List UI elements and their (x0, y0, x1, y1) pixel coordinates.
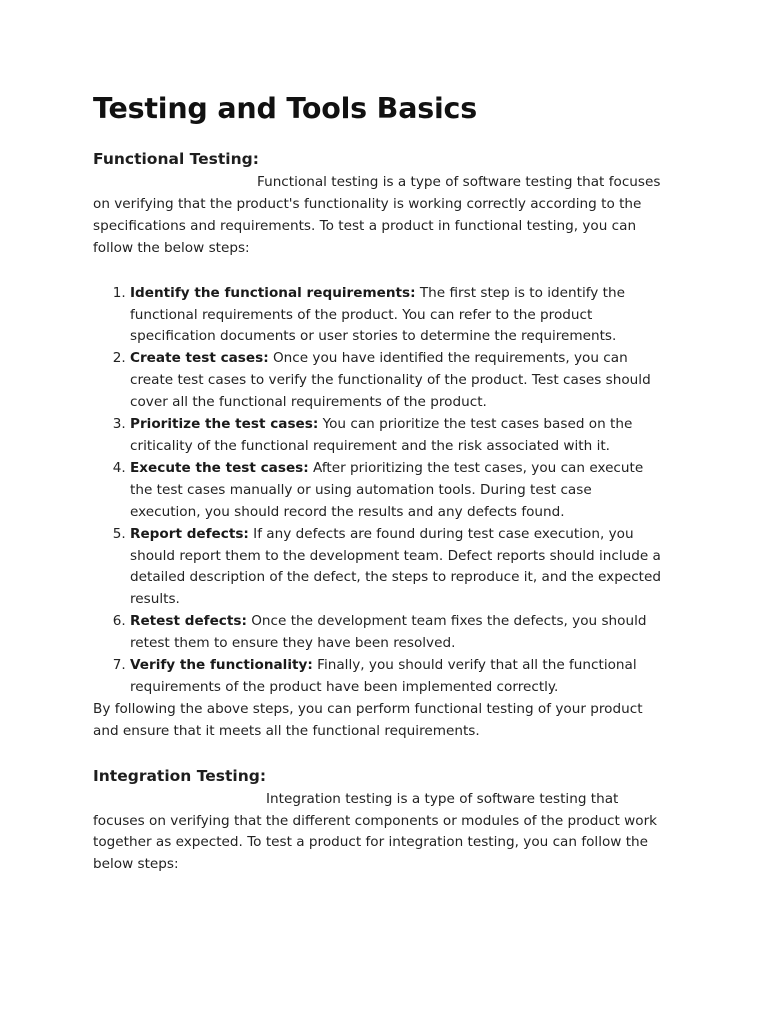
list-item (130, 655, 663, 699)
step-text: Finally, you should verify that all the functional requirements of the product have been implemented correctly. (130, 657, 637, 695)
integration-intro-text: Integration testing is a type of software testing that focuses on verifying that the different components or modules of the product work together as expected. To test a product for integration testing, you can follow the below steps: (93, 790, 658, 873)
list-item (130, 348, 663, 414)
step-label: Create test cases: (130, 350, 269, 367)
list-item (130, 283, 663, 349)
step-text: Once the development team fixes the defects, you should retest them to ensure they have been resolved. (130, 613, 647, 652)
step-label: Verify the functionality: (130, 657, 313, 674)
list-item (130, 414, 663, 458)
page-title: Testing and Tools Basics (93, 92, 478, 125)
functional-testing-heading: Functional Testing: (93, 150, 259, 168)
list-item (130, 611, 663, 655)
integration-testing-intro (93, 789, 663, 877)
functional-testing-intro (93, 172, 663, 260)
step-text: After prioritizing the test cases, you can execute the test cases manually or using automation tools. During test case execution, you should record the results and any defects found. (130, 459, 644, 520)
step-text: If any defects are found during test case execution, you should report them to the development team. Defect reports should include a detailed description of the defect, the steps to reproduce it, and the expected results. (130, 525, 661, 608)
step-label: Identify the functional requirements: (130, 284, 416, 301)
functional-intro-text: Functional testing is a type of software testing that focuses on verifying that the product's functionality is working correctly according to the specifications and requirements. To test a product in functional testing, you can follow the below steps: (93, 174, 661, 256)
document-content (93, 90, 663, 876)
step-text: The first step is to identify the functional requirements of the product. You can refer to the product specification documents or user stories to determine the requirements. (130, 284, 625, 345)
step-label: Prioritize the test cases: (130, 416, 319, 433)
step-label: Retest defects: (130, 613, 247, 630)
step-label: Execute the test cases: (130, 459, 309, 476)
functional-testing-outro: By following the above steps, you can perform functional testing of your product and ensure that it meets all the functional requirements. (93, 700, 643, 739)
list-item (130, 524, 663, 612)
step-text: Once you have identified the requirements, you can create test cases to verify the functionality of the product. Test cases should cover all the functional requirements of the product. (130, 350, 651, 411)
list-item (130, 458, 663, 524)
step-text: You can prioritize the test cases based on the criticality of the functional requirement and the risk associated with it. (130, 416, 633, 454)
functional-steps-list (93, 283, 663, 699)
step-label: Report defects: (130, 525, 249, 542)
integration-testing-heading: Integration Testing: (93, 766, 267, 785)
